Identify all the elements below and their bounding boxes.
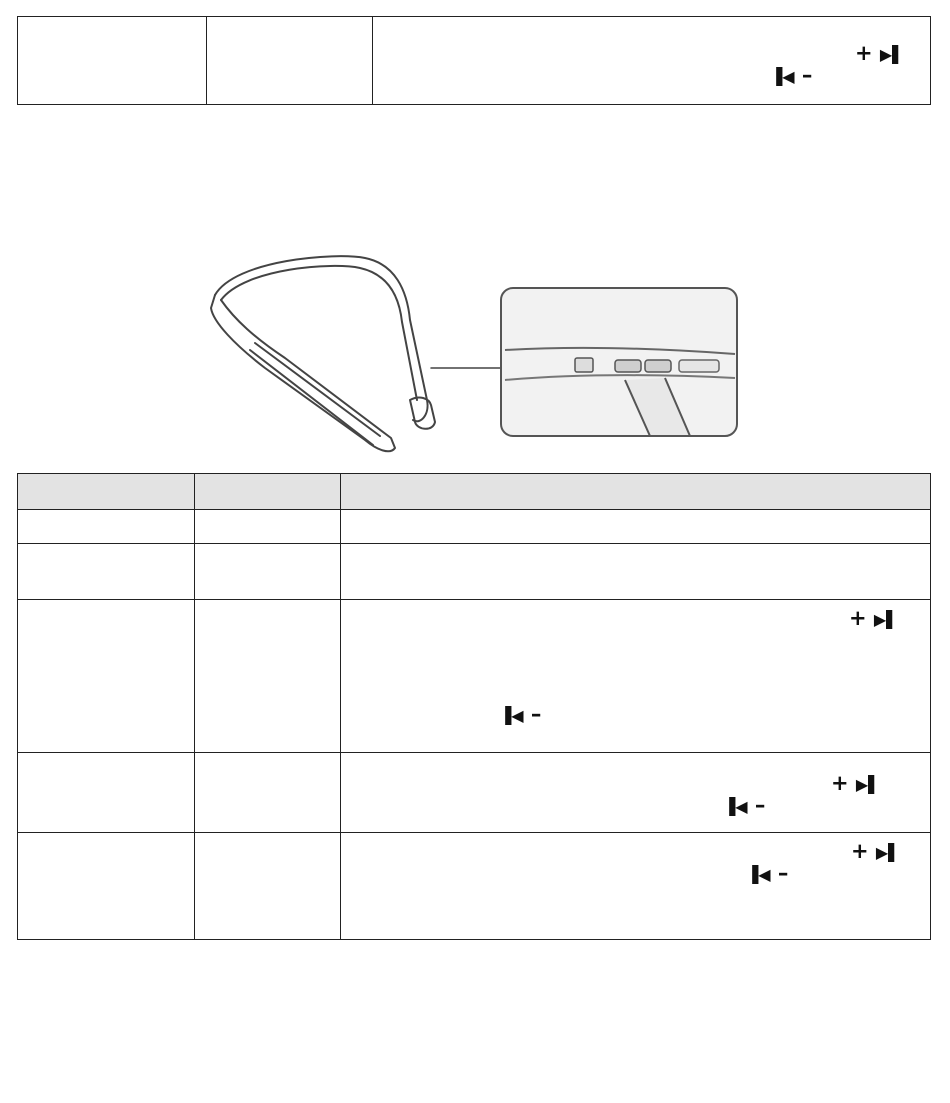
volume-up-next-icon: + ▶▌ — [855, 41, 905, 65]
top-cell-2 — [207, 17, 373, 105]
prev-volume-down-icon: ▐◀ – — [723, 793, 766, 817]
prev-volume-down-icon: ▐◀ – — [746, 861, 789, 885]
table-row — [18, 544, 931, 600]
table-row — [18, 753, 931, 833]
prev-volume-down-icon: ▐◀ – — [499, 702, 542, 726]
volume-up-next-icon: + ▶▌ — [831, 771, 881, 795]
header-cell-1 — [18, 474, 195, 510]
header-cell-2 — [195, 474, 341, 510]
header-cell-3 — [341, 474, 931, 510]
table-row — [18, 833, 931, 940]
table-row — [18, 510, 931, 544]
header-row — [18, 474, 931, 510]
neckband-headset-illustration — [195, 250, 745, 462]
table-row — [18, 600, 931, 753]
prev-volume-down-icon: ▐◀ – — [770, 63, 813, 87]
volume-up-next-icon: + ▶▌ — [849, 606, 899, 630]
top-cell-1 — [18, 17, 207, 105]
volume-up-next-icon: + ▶▌ — [851, 839, 901, 863]
top-cell-3 — [373, 17, 931, 105]
controls-table — [17, 473, 931, 940]
top-table — [17, 16, 931, 105]
